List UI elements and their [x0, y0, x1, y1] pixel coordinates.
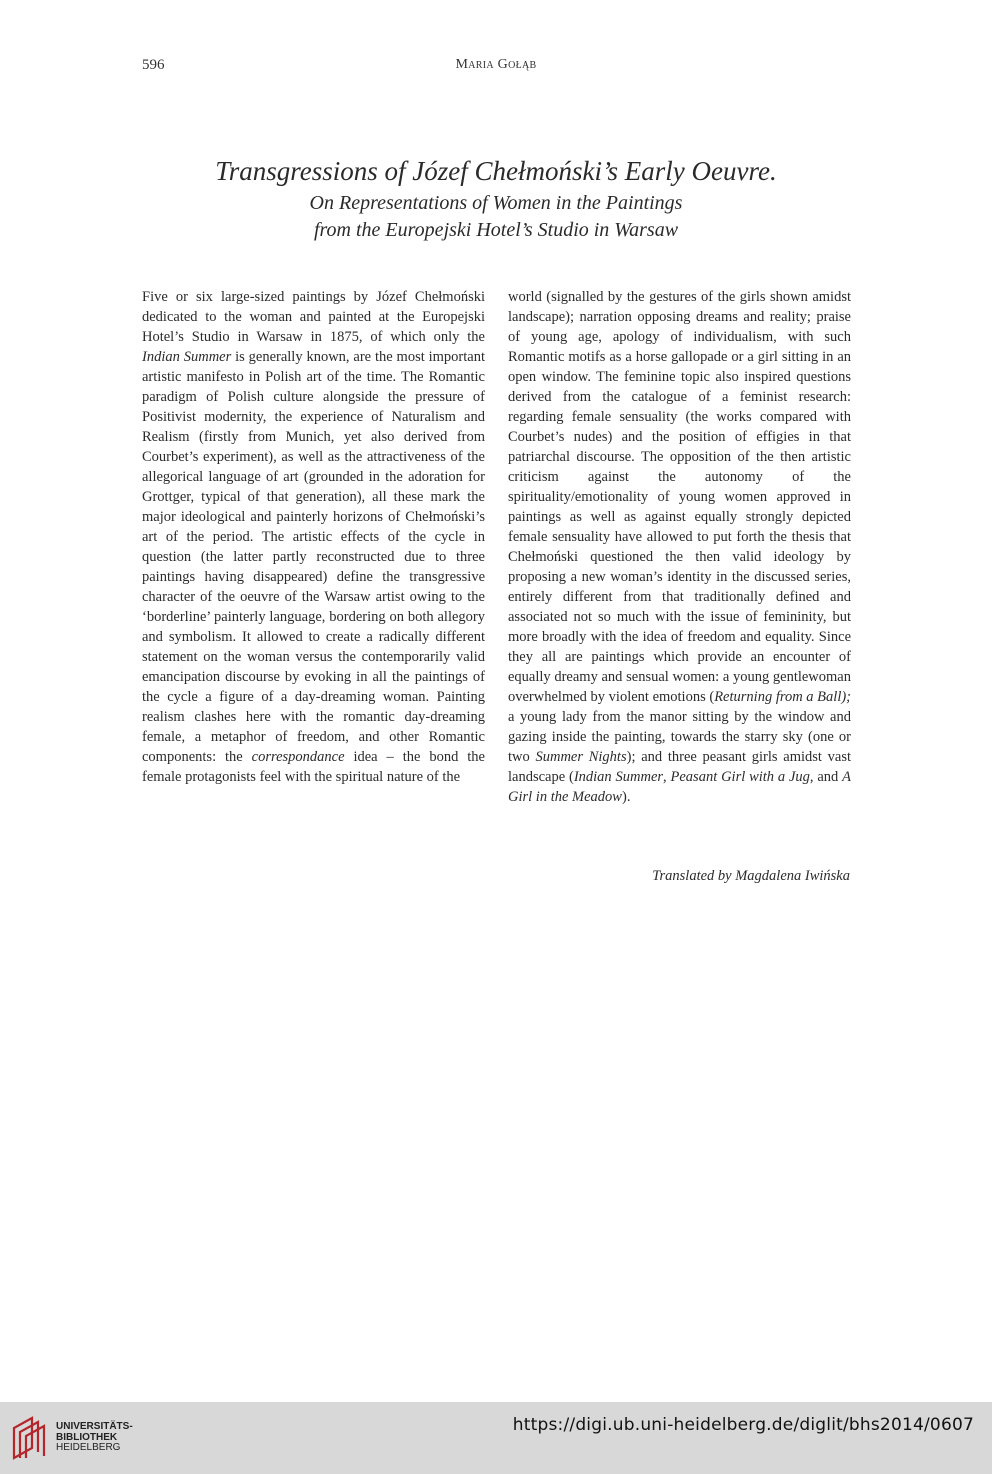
painting-title: A Girl in the Meadow: [508, 769, 851, 805]
painting-title: Peasant Girl with a Jug: [670, 769, 810, 785]
running-head-author: Maria Gołąb: [455, 57, 537, 72]
translator-credit: Translated by Magdalena Iwińska: [652, 868, 850, 884]
summary-paragraph-part-1: [142, 287, 485, 787]
logo-line-1: UNIVERSITÄTS-: [56, 1421, 133, 1432]
text-run: ,: [663, 769, 671, 785]
text-run: , and: [809, 769, 843, 785]
article-subtitle-line-2: from the Europejski Hotel’s Studio in Warsaw: [313, 219, 679, 241]
painting-title: Indian Summer: [573, 769, 664, 785]
library-logo-text: [56, 1422, 133, 1454]
text-run: Five or six large-sized paintings by Józef Chełmoński dedicated to the woman and painted at the Europejski Hotel’s Studio in Warsaw in 1875, of which only the: [142, 289, 485, 345]
page-number: 596: [142, 57, 165, 73]
painting-title: Summer Nights: [535, 749, 627, 765]
article-title: Transgressions of Józef Chełmoński’s Early Oeuvre.: [215, 156, 777, 186]
text-column-left: [142, 287, 485, 787]
text-run: a young lady from the manor sitting by the window and gazing inside the painting, towards the starry sky (one or two: [508, 709, 851, 765]
painting-title: Indian Summer: [142, 349, 232, 365]
text-run: is generally known, are the most important artistic manifesto in Polish art of the time. The Romantic paradigm of Polish culture alongside the pressure of Positivist modernity, the experience of Naturalism and Realism (firstly from Munich, yet also derived from Courbet’s experiment), as well as the attractiveness of the allegorical language of art (grounded in the adoration for Grottger, typical of that generation), all these mark the major ideological and painterly horizons of Chełmoński’s art of the period. The artistic effects of the cycle in question (the latter partly reconstructed due to three paintings having disappeared) define the transgressive character of the oeuvre of the Warsaw artist owing to the ‘borderline’ painterly language, bordering on both allegory and symbolism. It allowed to create a radically different statement on the woman versus the contemporarily valid emancipation discourse by evoking in all the paintings of the cycle a figure of a day-dreaming woman. Painting realism clashes here with the romantic day-dreaming female, a metaphor of freedom, and other Romantic components: the: [142, 349, 485, 765]
logo-line-2: BIBLIOTHEK: [56, 1431, 118, 1443]
text-run: idea – the bond the female protagonists feel with the spiritual nature of the: [142, 749, 485, 785]
library-footer-bar: [0, 1402, 992, 1474]
text-column-right: [508, 287, 851, 807]
italic-term: correspondance: [251, 749, 345, 765]
text-run: ); and three peasant girls amidst vast landscape (: [508, 749, 851, 785]
article-subtitle-line-1: On Representations of Women in the Paintings: [309, 192, 683, 214]
article-title-block: [0, 152, 992, 244]
text-run: world (signalled by the gestures of the girls shown amidst landscape); narration opposing dreams and reality; praise of young age, apology of individualism, with such Romantic motifs as a horse gallopade or a girl sitting in an open window. The feminine topic also inspired questions derived from the catalogue of a feminist research: regarding female sensuality (the works compared with Courbet’s nudes) and the position of effigies in that patriarchal discourse. The opposition of the then artistic criticism against the autonomy of the spirituality/emotionality of young women approved in paintings as well as against equally strongly depicted female sensuality have allowed to put forth the thesis that Chełmoński questioned the then valid ideology by proposing a new woman’s identity in the discussed series, entirely different from that traditionally defined and associated not so much with the issue of femininity, but more broadly with the idea of freedom and equality. Since they all are paintings which provide an encounter of equally dreamy and sensual women: a young gentlewoman overwhelmed by violent emotions (: [508, 289, 851, 705]
summary-paragraph-part-2: [508, 287, 851, 807]
painting-title: Returning from a Ball);: [714, 689, 852, 705]
digital-copy-url-link[interactable]: https://digi.ub.uni-heidelberg.de/diglit/bhs2014/0607: [512, 1415, 974, 1435]
logo-line-3: HEIDELBERG: [56, 1442, 121, 1453]
text-run: ).: [621, 789, 631, 805]
library-logo-icon: [10, 1414, 46, 1460]
